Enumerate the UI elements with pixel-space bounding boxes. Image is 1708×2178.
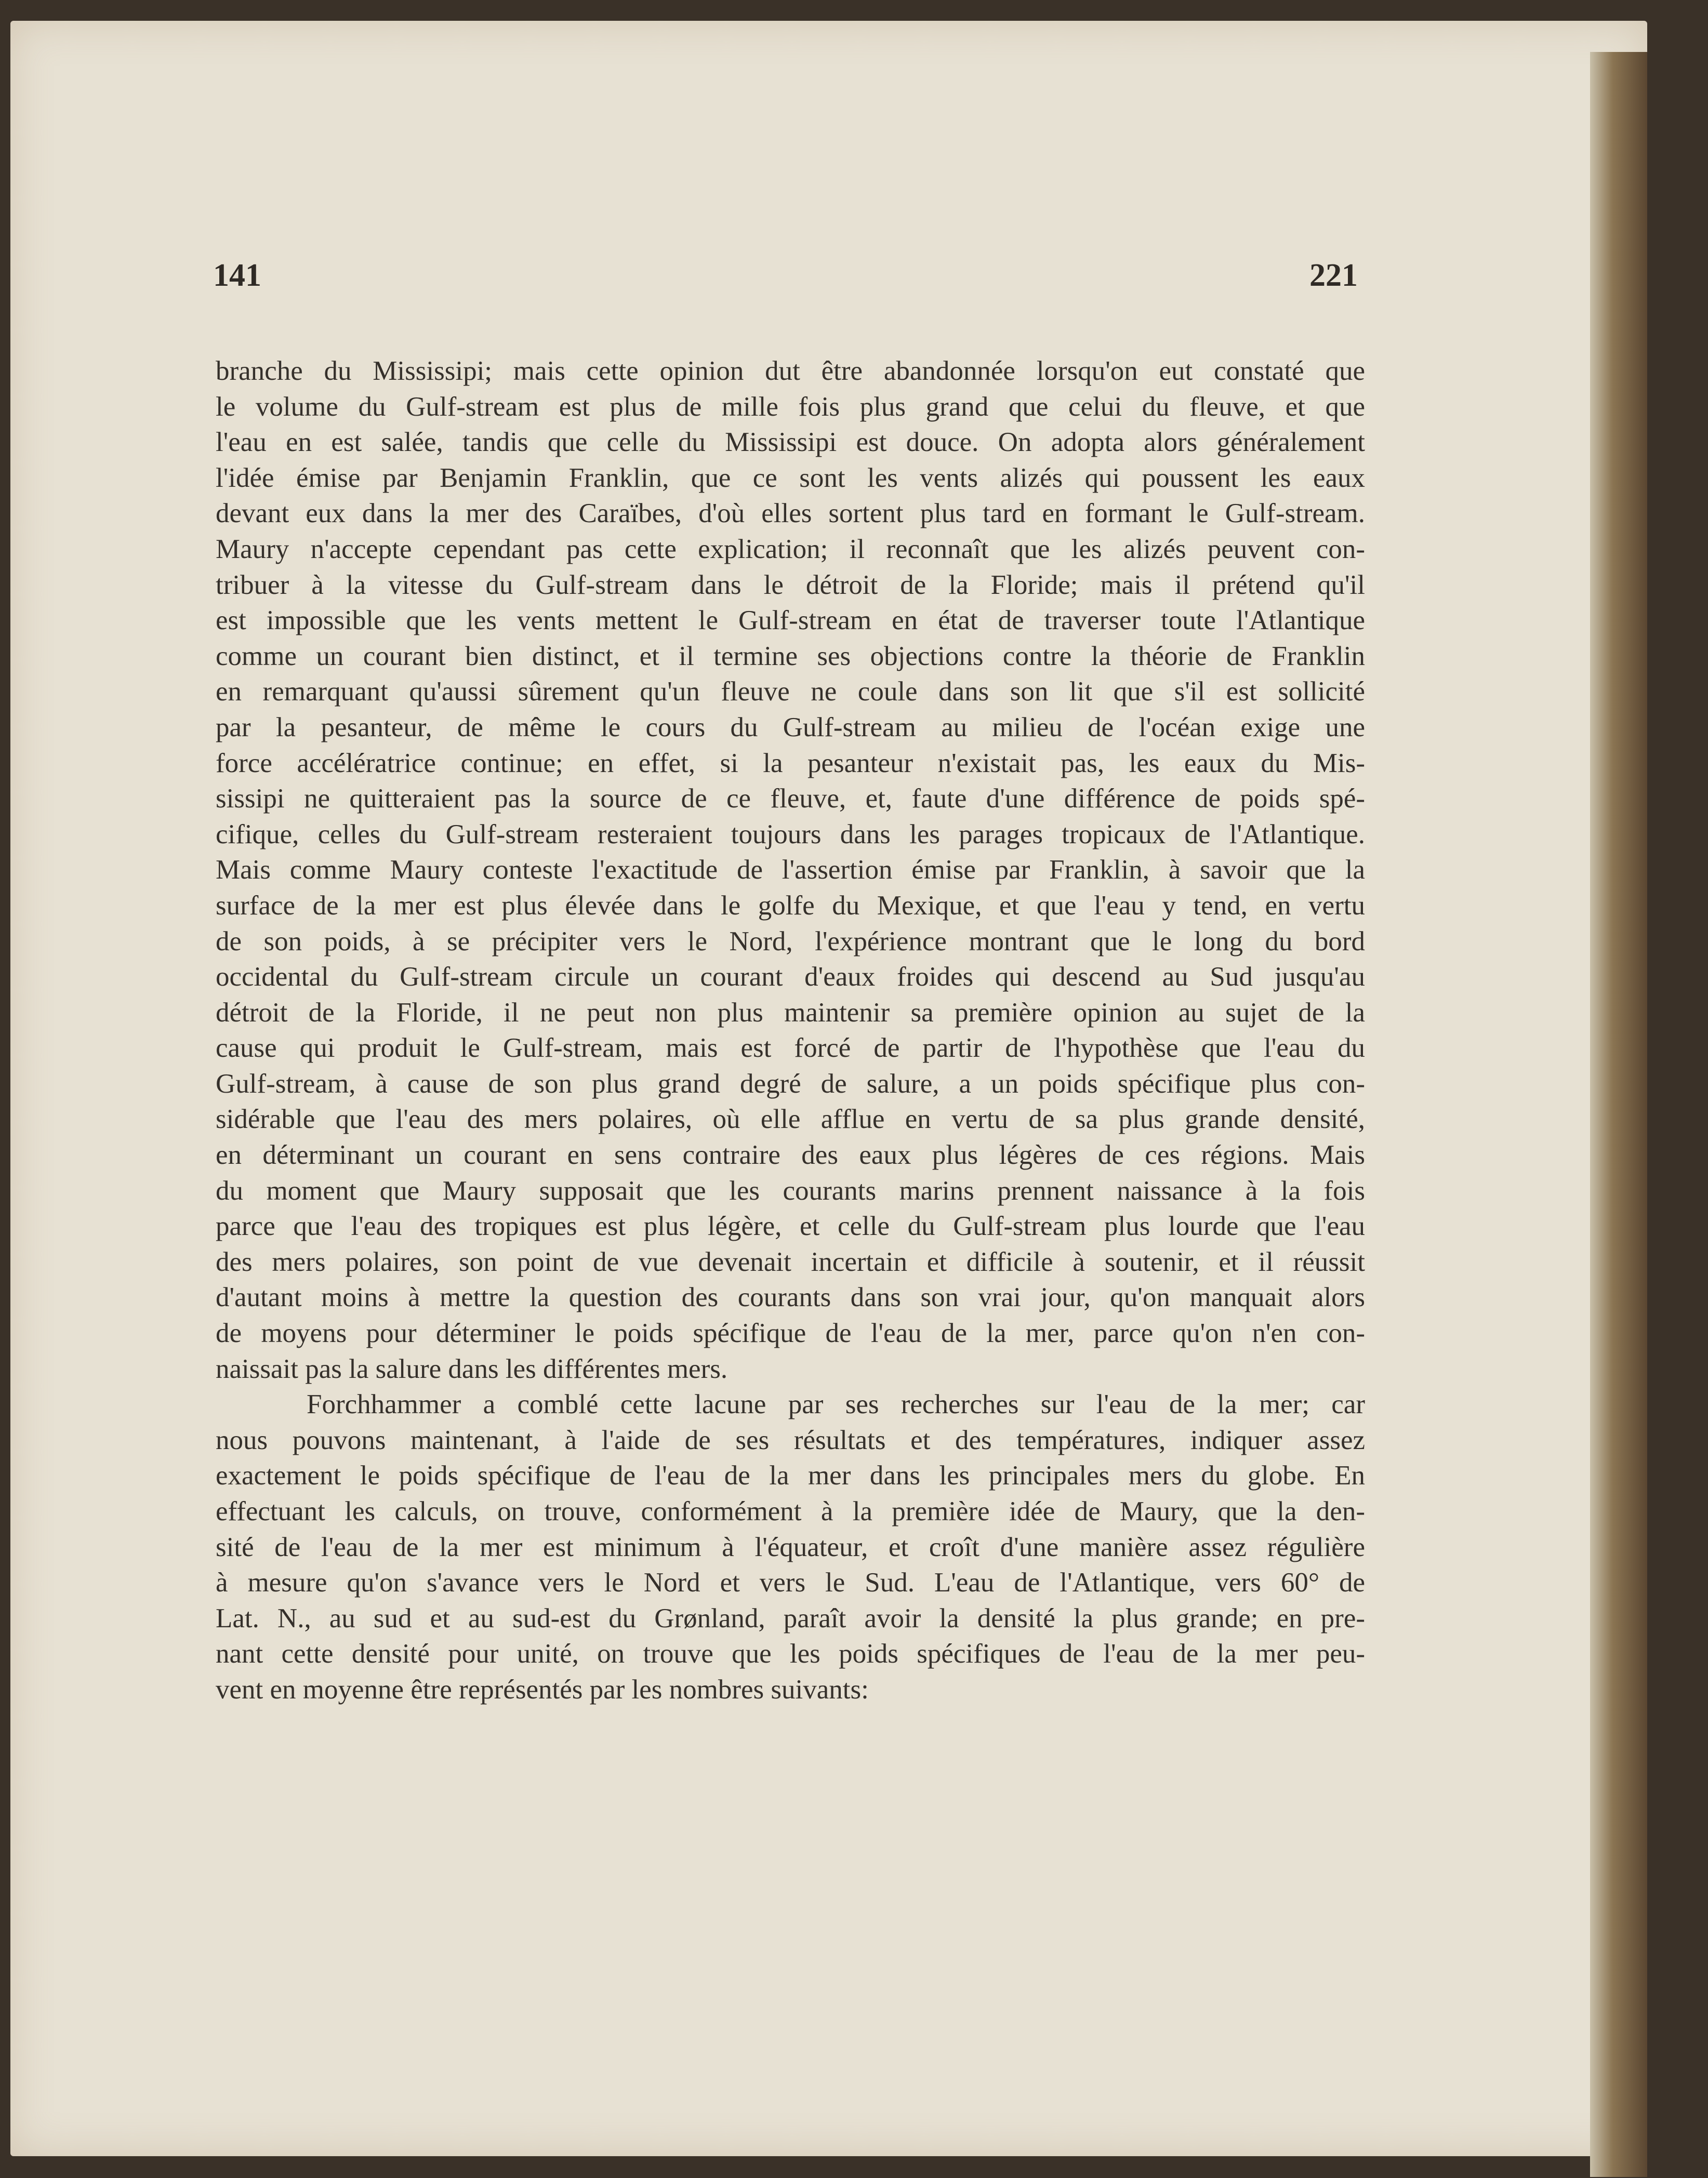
text-line: comme un courant bien distinct, et il termine ses objections contre la théorie de Franklin <box>216 641 1365 671</box>
text-line: vent en moyenne être représentés par les nombres suivants: <box>216 1674 869 1705</box>
page-number-right: 221 <box>1309 258 1358 293</box>
text-line: Mais comme Maury conteste l'exactitude de l'assertion émise par Franklin, à savoir que la <box>216 855 1365 885</box>
text-line: sité de l'eau de la mer est minimum à l'équateur, et croît d'une manière assez régulière <box>216 1532 1365 1562</box>
text-line: de moyens pour déterminer le poids spécifique de l'eau de la mer, parce qu'on n'en con- <box>216 1318 1365 1349</box>
text-line: en remarquant qu'aussi sûrement qu'un fleuve ne coule dans son lit que s'il est sollicité <box>216 676 1365 707</box>
text-line: l'idée émise par Benjamin Franklin, que ce sont les vents alizés qui poussent les eaux <box>216 462 1365 493</box>
text-line: devant eux dans la mer des Caraïbes, d'où elles sortent plus tard en formant le Gulf-stream. <box>216 498 1365 529</box>
text-line: en déterminant un courant en sens contraire des eaux plus légères de ces régions. Mais <box>216 1140 1365 1171</box>
text-line: par la pesanteur, de même le cours du Gulf-stream au milieu de l'océan exige une <box>216 712 1365 742</box>
text-line: l'eau en est salée, tandis que celle du Mississipi est douce. On adopta alors généralement <box>216 427 1365 458</box>
text-line: surface de la mer est plus élevée dans le golfe du Mexique, et que l'eau y tend, en vertu <box>216 890 1365 921</box>
text-line: sissipi ne quitteraient pas la source de ce fleuve, et, faute d'une différence de poids spé- <box>216 783 1365 814</box>
text-line: Gulf-stream, à cause de son plus grand degré de salure, a un poids spécifique plus con- <box>216 1068 1365 1099</box>
text-line: sidérable que l'eau des mers polaires, où elle afflue en vertu de sa plus grande densité, <box>216 1104 1365 1135</box>
text-line: occidental du Gulf-stream circule un courant d'eaux froides qui descend au Sud jusqu'au <box>216 962 1365 992</box>
text-line: nant cette densité pour unité, on trouve que les poids spécifiques de l'eau de la mer peu- <box>216 1639 1365 1669</box>
page-number-left: 141 <box>213 258 261 293</box>
paragraph <box>216 353 1365 1387</box>
text-line: nous pouvons maintenant, à l'aide de ses résultats et des températures, indiquer assez <box>216 1425 1365 1455</box>
text-line: parce que l'eau des tropiques est plus légère, et celle du Gulf-stream plus lourde que l'eau <box>216 1211 1365 1242</box>
text-line: Maury n'accepte cependant pas cette explication; il reconnaît que les alizés peuvent con- <box>216 534 1365 564</box>
paragraph <box>216 1387 1365 1707</box>
book-page <box>10 21 1647 2156</box>
text-line: force accélératrice continue; en effet, si la pesanteur n'existait pas, les eaux du Mis- <box>216 748 1365 778</box>
text-line: le volume du Gulf-stream est plus de mille fois plus grand que celui du fleuve, et que <box>216 391 1365 422</box>
text-line: naissait pas la salure dans les différentes mers. <box>216 1353 728 1384</box>
text-line: exactement le poids spécifique de l'eau de la mer dans les principales mers du globe. En <box>216 1460 1365 1491</box>
text-line: de son poids, à se précipiter vers le Nord, l'expérience montrant que le long du bord <box>216 926 1365 957</box>
text-line: Lat. N., au sud et au sud-est du Grønland, paraît avoir la densité la plus grande; en pre- <box>216 1603 1365 1634</box>
text-line: Forchhammer a comblé cette lacune par ses recherches sur l'eau de la mer; car <box>307 1389 1365 1420</box>
text-line: cause qui produit le Gulf-stream, mais est forcé de partir de l'hypothèse que l'eau du <box>216 1033 1365 1064</box>
text-line: tribuer à la vitesse du Gulf-stream dans le détroit de la Floride; mais il prétend qu'il <box>216 569 1365 600</box>
text-line: à mesure qu'on s'avance vers le Nord et vers le Sud. L'eau de l'Atlantique, vers 60° de <box>216 1568 1365 1598</box>
text-line: des mers polaires, son point de vue devenait incertain et difficile à soutenir, et il réussit <box>216 1246 1365 1277</box>
page-edge <box>1590 52 1647 2177</box>
text-line: effectuant les calculs, on trouve, conformément à la première idée de Maury, que la den- <box>216 1496 1365 1526</box>
text-line: est impossible que les vents mettent le Gulf-stream en état de traverser toute l'Atlantique <box>216 605 1365 636</box>
text-line: du moment que Maury supposait que les courants marins prennent naissance à la fois <box>216 1175 1365 1206</box>
text-line: cifique, celles du Gulf-stream resteraient toujours dans les parages tropicaux de l'Atlantique. <box>216 819 1365 849</box>
text-line: branche du Mississipi; mais cette opinion dut être abandonnée lorsqu'on eut constaté que <box>216 356 1365 386</box>
text-line: détroit de la Floride, il ne peut non plus maintenir sa première opinion au sujet de la <box>216 997 1365 1028</box>
body-text <box>216 353 1365 1708</box>
text-line: d'autant moins à mettre la question des courants dans son vrai jour, qu'on manquait alors <box>216 1282 1365 1313</box>
